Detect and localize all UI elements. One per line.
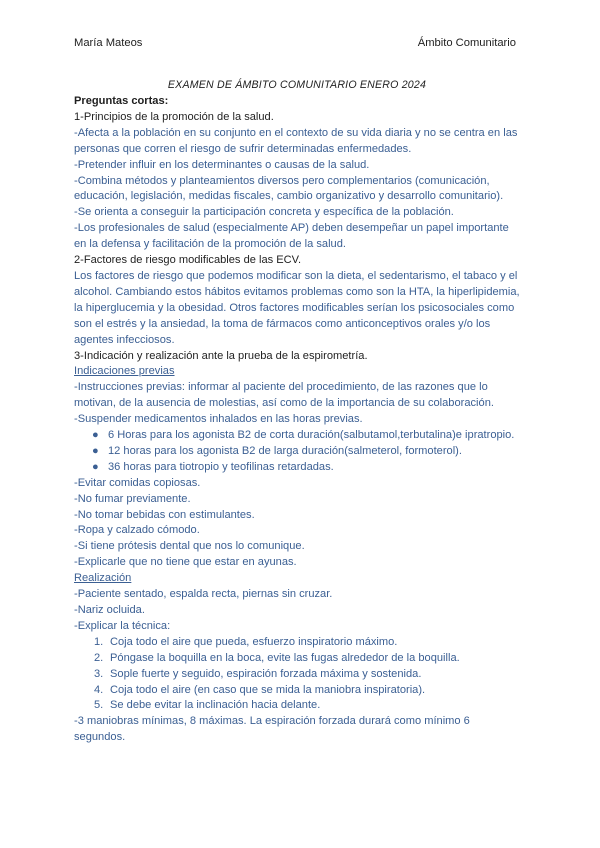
indication-line: -Instrucciones previas: informar al paciente del procedimiento, de las razones que lo motivan, de la ausencia de molestias, así como de la importancia de su colaboración. bbox=[74, 381, 494, 410]
exam-title: EXAMEN DE ÁMBITO COMUNITARIO ENERO 2024 bbox=[167, 79, 427, 91]
question-2-heading: 2-Factores de riesgo modificables de las ECV. bbox=[74, 254, 302, 267]
indication-line: -No tomar bebidas con estimulantes. bbox=[74, 508, 255, 521]
realization-line: -Paciente sentado, espalda recta, piernas sin cruzar. bbox=[74, 588, 333, 601]
q1-answer-line: -Combina métodos y planteamientos diversos pero complementarios (comunicación, educación, legislación, medidas fiscales, cambio organizativo y desarrollo comunitario). bbox=[74, 174, 504, 203]
question-3-heading: 3-Indicación y realización ante la prueba de la espirometría. bbox=[74, 349, 368, 362]
indication-line: -Ropa y calzado cómodo. bbox=[74, 524, 200, 537]
bullet-icon: ● bbox=[92, 429, 99, 442]
closing-line: -3 maniobras mínimas, 8 máximas. La espiración forzada durará como mínimo 6 segundos. bbox=[74, 715, 470, 744]
bullet-icon: ● bbox=[92, 460, 99, 473]
indication-line: -Si tiene prótesis dental que nos lo comunique. bbox=[74, 540, 305, 553]
realization-line: -Explicar la técnica: bbox=[74, 619, 171, 632]
q1-answer-line: -Se orienta a conseguir la participación concreta y específica de la población. bbox=[74, 206, 454, 219]
indication-line: -Suspender medicamentos inhalados en las horas previas. bbox=[74, 413, 363, 426]
step-item: 5. Se debe evitar la inclinación hacia delante. bbox=[94, 699, 321, 712]
indication-line: -Explicarle que no tiene que estar en ayunas. bbox=[74, 556, 297, 569]
bullet-icon: ● bbox=[92, 444, 99, 457]
header-author: María Mateos bbox=[74, 37, 143, 49]
q1-answer-line: -Afecta a la población en su conjunto en el contexto de su vida diaria y no se centra en las personas que corren el riesgo de sufrir determinadas enfermedades. bbox=[74, 126, 518, 155]
q2-answer-paragraph: Los factores de riesgo que podemos modificar son la dieta, el sedentarismo, el tabaco y el alcohol. Cambiando estos hábitos evitamos problemas como son la HTA, la hiperlipidemia, la hiperglucemia y la obesidad. Otros factores modificables serían los psicosociales como son el estrés y la ansiedad, la toma de fármacos como anticonceptivos orales y/o los agentes infecciosos. bbox=[74, 269, 520, 346]
step-item: 4. Coja todo el aire (en caso que se mida la maniobra inspiratoria). bbox=[94, 683, 426, 696]
bullet-item: ● 12 horas para los agonista B2 de larga duración(salmeterol, formoterol). bbox=[96, 444, 520, 460]
suspension-bullet-list bbox=[74, 428, 520, 476]
realization-heading: Realización bbox=[74, 572, 132, 585]
realization-line: -Nariz ocluida. bbox=[74, 604, 145, 616]
bullet-item: ● 6 Horas para los agonista B2 de corta duración(salbutamol,terbutalina)e ipratropio. bbox=[96, 428, 520, 444]
indication-line: -Evitar comidas copiosas. bbox=[74, 476, 201, 489]
question-1-heading: 1-Principios de la promoción de la salud. bbox=[74, 110, 274, 123]
section-heading: Preguntas cortas: bbox=[74, 95, 169, 107]
technique-steps-list bbox=[74, 635, 520, 715]
document-body bbox=[74, 78, 520, 746]
indications-heading: Indicaciones previas bbox=[74, 365, 175, 378]
step-item: 2. Póngase la boquilla en la boca, evite las fugas alrededor de la boquilla. bbox=[94, 651, 460, 664]
step-item: 3. Sople fuerte y seguido, espiración forzada máxima y sostenida. bbox=[94, 667, 422, 680]
indication-line: -No fumar previamente. bbox=[74, 492, 191, 505]
q1-answer-line: -Los profesionales de salud (especialmente AP) deben desempeñar un papel importante en la defensa y facilitación de la promoción de la salud. bbox=[74, 222, 509, 251]
step-item: 1. Coja todo el aire que pueda, esfuerzo inspiratorio máximo. bbox=[94, 635, 398, 648]
bullet-item: ● 36 horas para tiotropio y teofilinas retardadas. bbox=[96, 460, 520, 476]
header-subject: Ámbito Comunitario bbox=[417, 37, 516, 49]
q1-answer-line: -Pretender influir en los determinantes o causas de la salud. bbox=[74, 158, 370, 171]
